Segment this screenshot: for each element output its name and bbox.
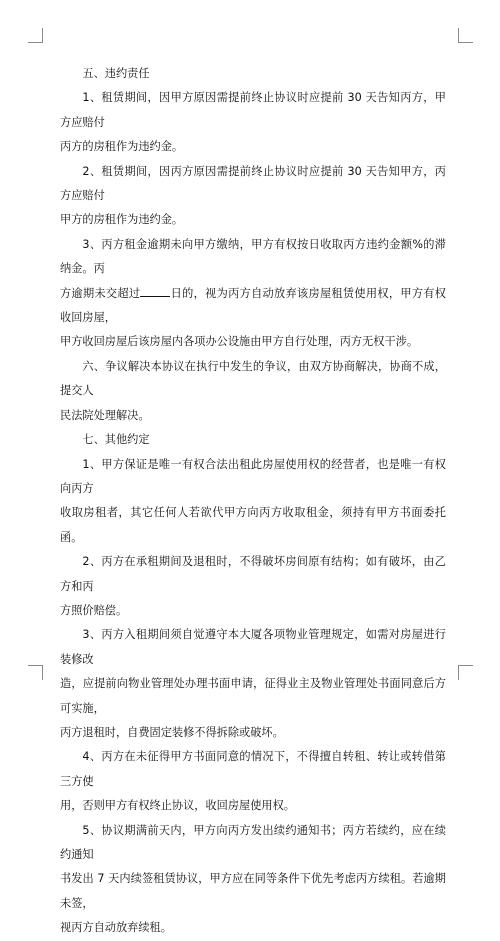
text-line: 视丙方自动放弃续租。 [60, 921, 172, 935]
text-line: 民法院处理解决。 [60, 408, 150, 422]
text-line: 丙方的房租作为违约金。 [60, 140, 184, 154]
paragraph-other-4 [60, 745, 446, 818]
text-line: 1、租赁期间，因甲方原因需提前终止协议时应提前 30 天告知丙方，甲方应赔付 [60, 91, 446, 129]
paragraph-other-2 [60, 550, 446, 623]
text-line: 收取房租者，其它任何人若欲代甲方向丙方收取租金，须持有甲方书面委托函。 [60, 506, 446, 544]
section-heading-breach: 五、违约责任 [82, 67, 150, 80]
paragraph-other-5 [60, 819, 446, 941]
text-line: 4、丙方在未征得甲方书面同意的情况下，不得擅自转租、转让或转借第三方使 [60, 750, 446, 788]
paragraph-other-1 [60, 453, 446, 551]
text-line: 5、协议期满前天内，甲方向丙方发出续约通知书；丙方若续约，应在续约通知 [60, 823, 446, 861]
crop-mark-top-right [458, 28, 473, 43]
text-line: 甲方的房租作为违约金。 [60, 213, 184, 227]
text-line: 造，应提前向物业管理处办理书面申请，征得业主及物业管理处书面同意后方可实施， [60, 677, 446, 715]
fill-in-blank [140, 286, 170, 297]
text-line: 3、丙方租金逾期未向甲方缴纳，甲方有权按日收取丙方违约金额%的滞纳金。丙 [60, 237, 446, 276]
text-line: 2、租赁期间，因丙方原因需提前终止协议时应提前 30 天告知甲方，丙方应赔付 [60, 164, 446, 203]
text-line: 方照价赔偿。 [60, 603, 128, 617]
paragraph-breach-3 [60, 233, 446, 355]
text-line: 丙方退租时，自费固定装修不得拆除或破坏。 [60, 725, 284, 739]
crop-mark-bottom-left [28, 665, 43, 680]
crop-mark-bottom-right [458, 665, 473, 680]
crop-mark-top-left [28, 28, 43, 43]
paragraph-dispute [60, 355, 446, 428]
section-heading-other: 七、其他约定 [82, 433, 150, 447]
text-line: 甲方收回房屋后该房屋内各项办公设施由甲方自行处理，丙方无权干涉。 [60, 335, 419, 349]
text-line: 六、争议解决本协议在执行中发生的争议，由双方协商解决，协商不成，提交人 [60, 359, 446, 398]
text-line: 用，否则甲方有权终止协议，收回房屋使用权。 [60, 799, 295, 813]
text-line: 3、丙方入租期间须自觉遵守本大厦各项物业管理规定，如需对房屋进行装修改 [60, 628, 446, 666]
paragraph-breach-2 [60, 160, 446, 233]
text-line: 方逾期未交超过 [60, 286, 141, 300]
document-body [60, 62, 446, 941]
text-line: 1、甲方保证是唯一有权合法出租此房屋使用权的经营者，也是唯一有权向丙方 [60, 457, 446, 495]
text-line: 书发出 7 天内续签租赁协议，甲方应在同等条件下优先考虑丙方续租。若逾期未签， [60, 872, 446, 910]
paragraph-other-3 [60, 623, 446, 745]
paragraph-breach-1 [60, 86, 446, 159]
text-line: 2、丙方在承租期间及退租时，不得破坏房间原有结构；如有破坏，由乙方和丙 [60, 555, 446, 593]
text-line: 日的，视为丙方自动放弃该房屋租赁使用权，甲方有权收回房屋， [60, 286, 446, 325]
